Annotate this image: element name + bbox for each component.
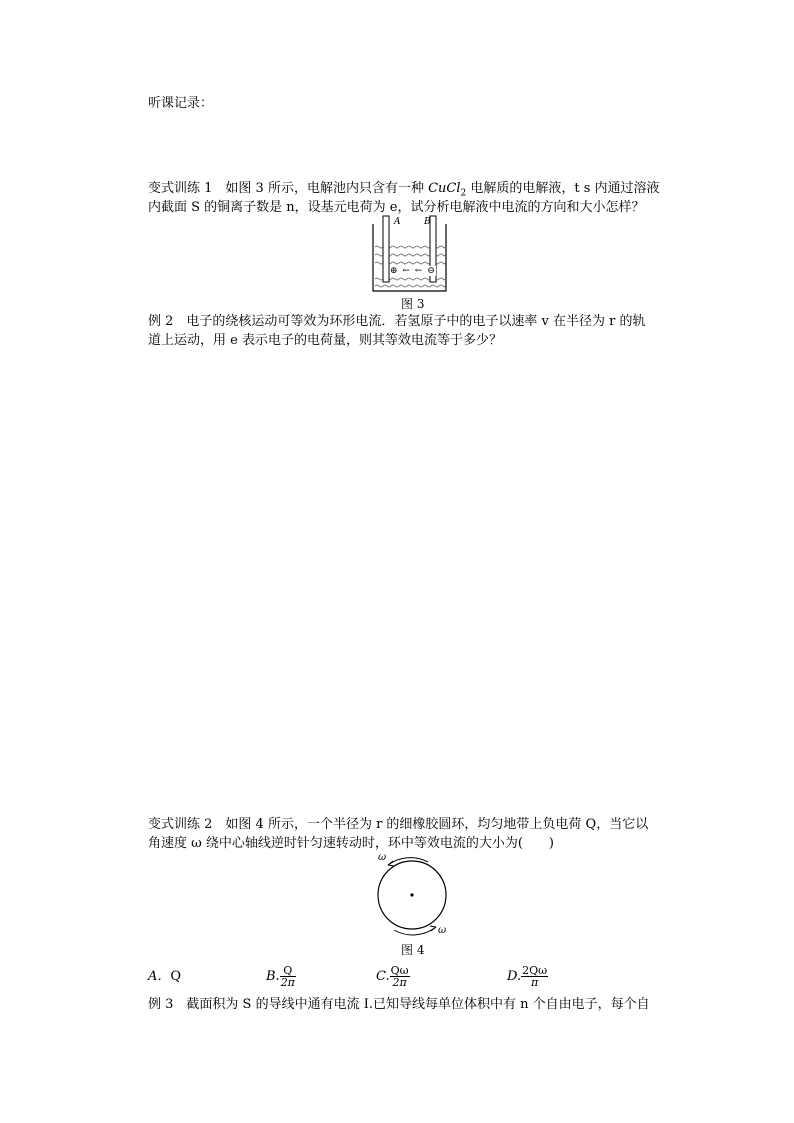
option-b-label: B. [266, 969, 280, 984]
option-d-denominator: π [530, 976, 539, 989]
figure-3-electrolytic-cell [372, 214, 448, 294]
fig3-ion-row: ⊕ ← ← ⊖ [390, 266, 436, 276]
option-a-value: Q [170, 969, 182, 984]
option-d-fraction [521, 965, 548, 988]
drill1-line2: 内截面 S 的铜离子数是 n，设基元电荷为 e，试分析电解液中电流的方向和大小怎样？ [148, 200, 645, 215]
fig3-label-b: B [424, 217, 431, 227]
fig3-caption: 图 3 [401, 297, 425, 311]
option-d-numerator: 2Qω [522, 964, 548, 977]
drill1-formula-sub: 2 [460, 188, 467, 199]
option-c-numerator: Qω [390, 964, 409, 977]
fig4-omega-top: ω [378, 852, 387, 863]
drill2-line2: 角速度 ω 绕中心轴线逆时针匀速转动时，环中等效电流的大小为( ) [148, 836, 555, 851]
option-d [507, 962, 548, 992]
option-c-denominator: 2π [392, 976, 407, 989]
drill1-text-a: 变式训练 1 如图 3 所示，电解池内只含有一种 [148, 181, 429, 196]
fig4-omega-bottom: ω [438, 925, 447, 936]
drill1-text-b: 电解质的电解液，t s 内通过溶液 [466, 181, 660, 196]
option-b-denominator: 2π [280, 976, 295, 989]
example2-line2: 道上运动，用 e 表示电子的电荷量，则其等效电流等于多少？ [148, 333, 502, 348]
option-c-label: C. [376, 969, 390, 984]
example2-line1: 例 2 电子的绕核运动可等效为环形电流．若氢原子中的电子以速率 v 在半径为 r 的轨 [148, 314, 646, 329]
option-d-label: D. [507, 969, 522, 984]
drill1-formula: CuCl [428, 181, 461, 196]
option-b-numerator: Q [280, 965, 296, 977]
notes-label: 听课记录： [148, 96, 214, 111]
example3-line1: 例 3 截面积为 S 的导线中通有电流 I.已知导线每单位体积中有 n 个自由电子，每个自 [148, 997, 650, 1012]
option-a [148, 962, 181, 992]
fig4-caption: 图 4 [401, 943, 425, 957]
option-b-fraction [280, 965, 296, 988]
option-c [376, 962, 410, 992]
drill2-line1: 变式训练 2 如图 4 所示，一个半径为 r 的细橡胶圆环，均匀地带上负电荷 Q，当它以 [148, 817, 649, 832]
option-c-fraction [390, 965, 410, 988]
fig3-label-a: A [394, 217, 401, 227]
option-b [266, 962, 296, 992]
option-a-label: A． [148, 969, 171, 984]
